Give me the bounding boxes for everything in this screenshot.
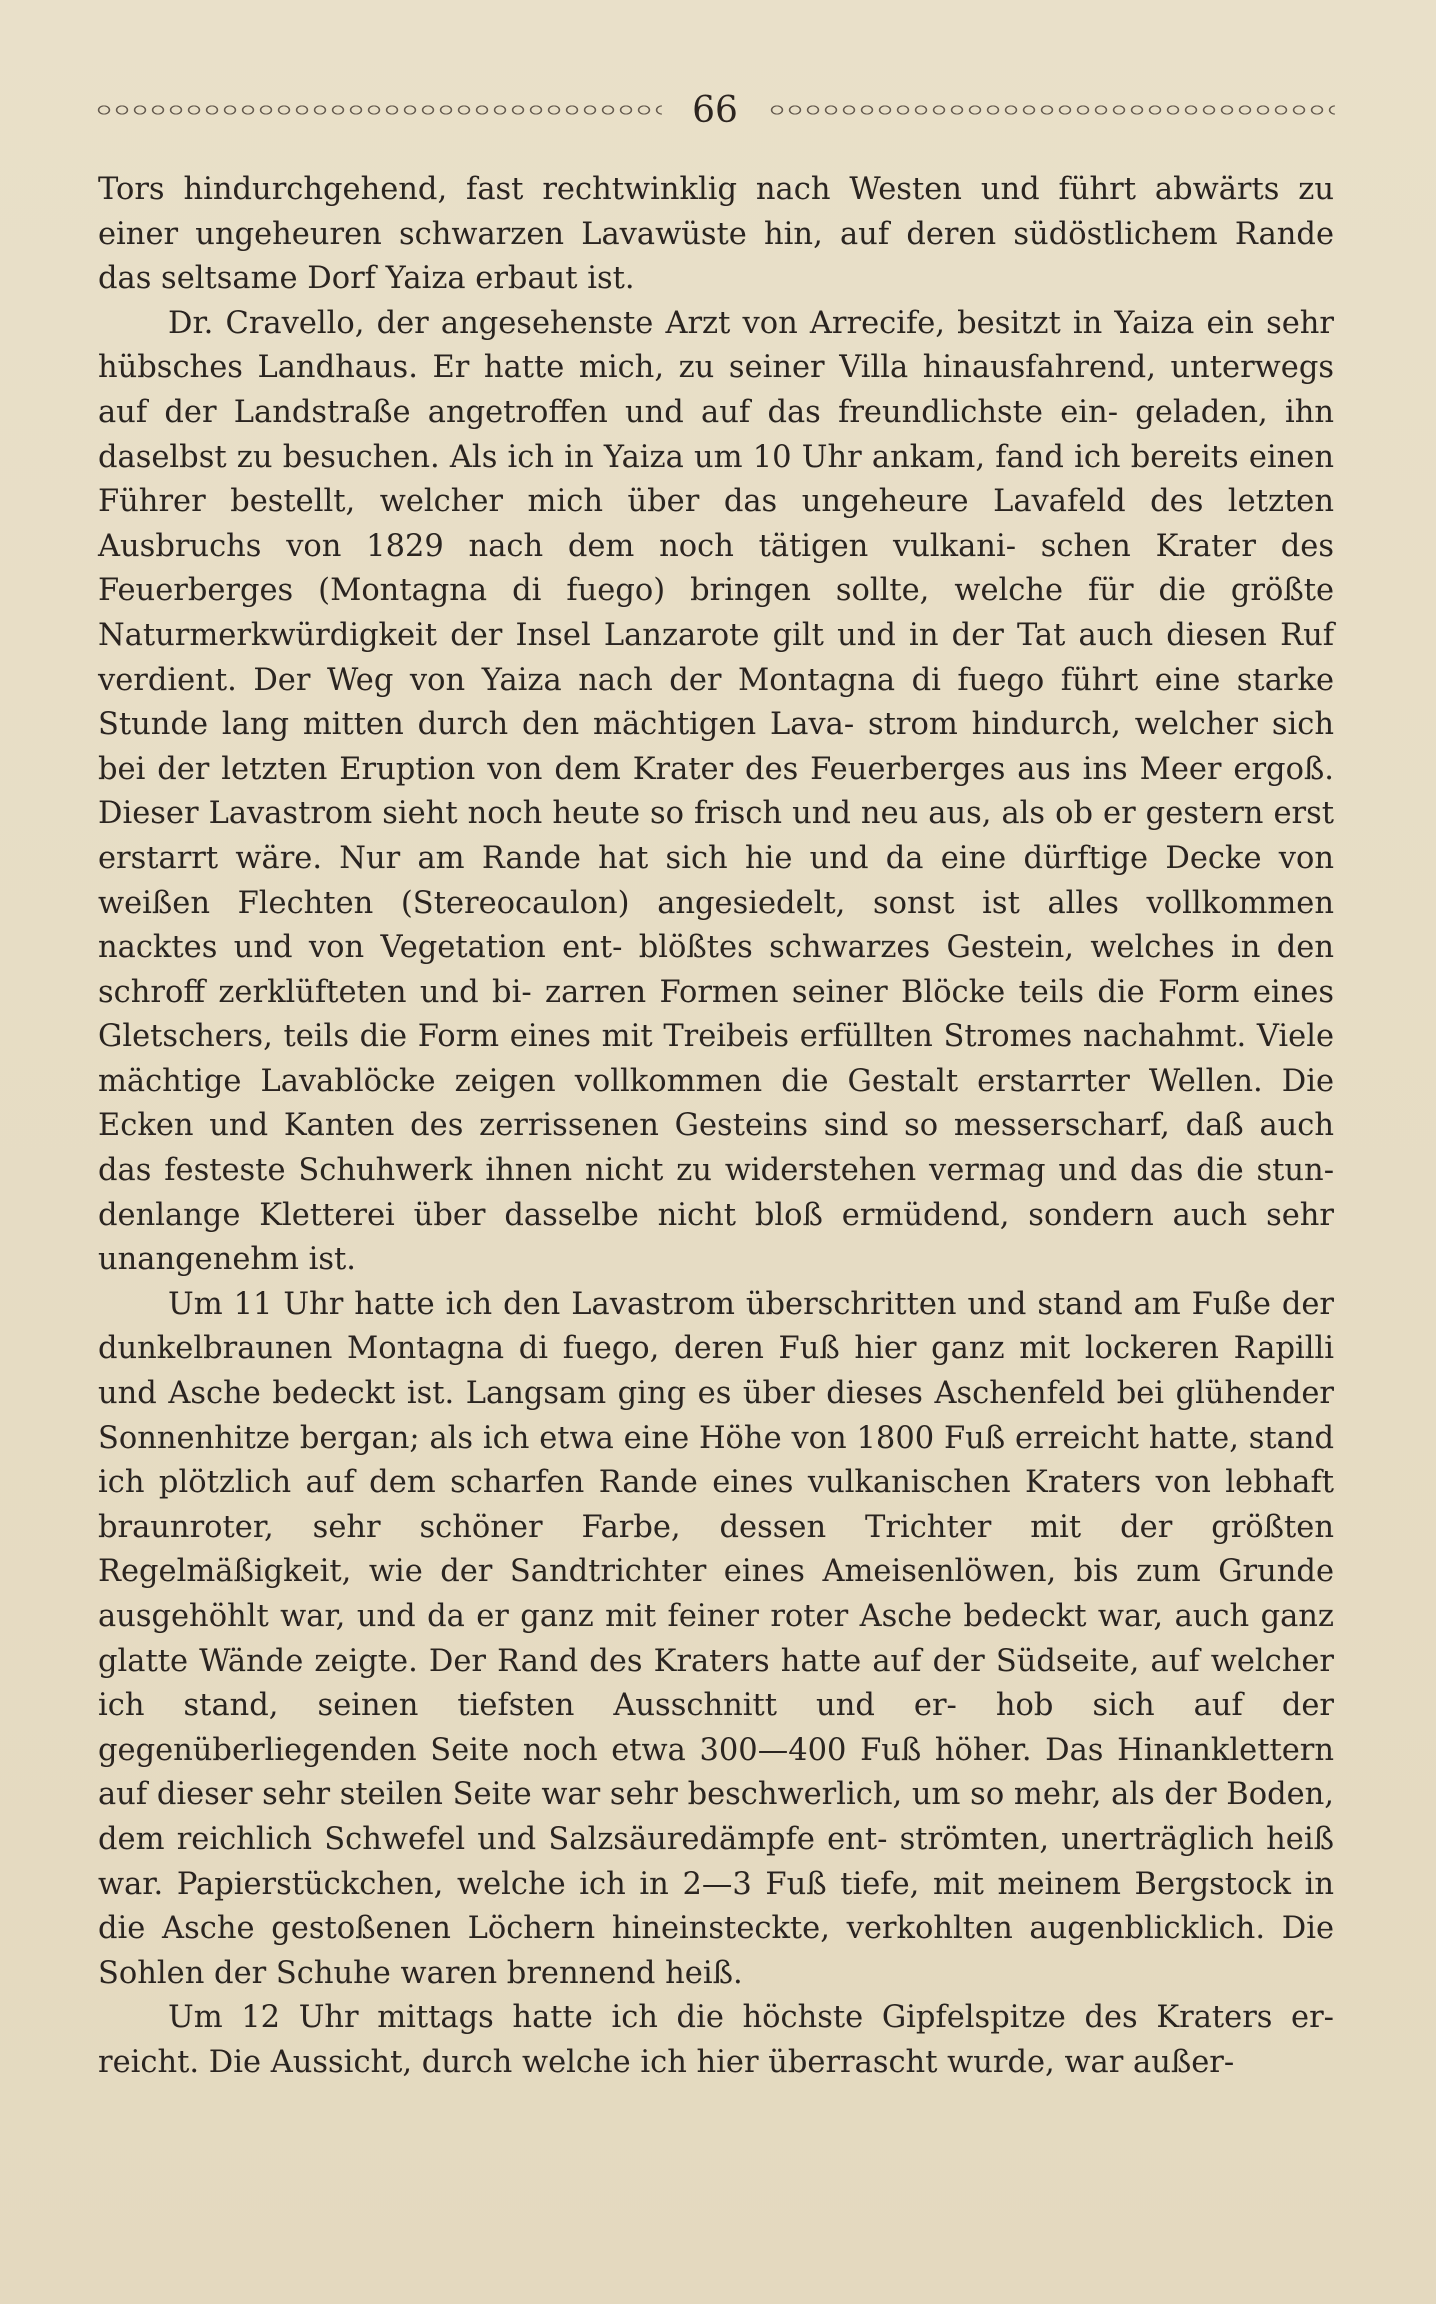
page-body	[98, 168, 1334, 2086]
paragraph-3: Um 11 Uhr hatte ich den Lavastrom überschritten und stand am Fuße der dunkelbraunen Montagna di fuego, deren Fuß hier ganz mit lockeren Rapilli und Asche bedeckt ist. Langsam ging es über dieses Aschenfeld bei glühender Sonnenhitze bergan; als ich etwa eine Höhe von 1800 Fuß erreicht hatte, stand ich plötzlich auf dem scharfen Rande eines vulkanischen Kraters von lebhaft braunroter, sehr schöner Farbe, dessen Trichter mit der größten Regelmäßigkeit, wie der Sandtrichter eines Ameisenlöwen, bis zum Grunde ausgehöhlt war, und da er ganz mit feiner roter Asche bedeckt war, auch ganz glatte Wände zeigte. Der Rand des Kraters hatte auf der Südseite, auf welcher ich stand, seinen tiefsten Ausschnitt und er- hob sich auf der gegenüberliegenden Seite noch etwa 300—400 Fuß höher. Das Hinanklettern auf dieser sehr steilen Seite war sehr beschwerlich, um so mehr, als der Boden, dem reichlich Schwefel und Salzsäuredämpfe ent- strömten, unerträglich heiß war. Papierstückchen, welche ich in 2—3 Fuß tiefe, mit meinem Bergstock in die Asche gestoßenen Löchern hineinsteckte, verkohlten augenblicklich. Die Sohlen der Schuhe waren brennend heiß.	[98, 1286, 1334, 1991]
page-header	[95, 84, 1335, 136]
paragraph-4: Um 12 Uhr mittags hatte ich die höchste Gipfelspitze des Kraters er- reicht. Die Aussicht, durch welche ich hier überrascht wurde, war außer-	[98, 2000, 1334, 2080]
paragraph-1: Tors hindurchgehend, fast rechtwinklig nach Westen und führt abwärts zu einer ungeheuren schwarzen Lavawüste hin, auf deren südöstlichem Rande das seltsame Dorf Yaiza erbaut ist.	[98, 172, 1334, 297]
page-number: 66	[692, 89, 738, 131]
ornament-left	[95, 99, 662, 121]
ornament-right	[768, 99, 1335, 121]
paragraph-2: Dr. Cravello, der angesehenste Arzt von Arrecife, besitzt in Yaiza ein sehr hübsches Landhaus. Er hatte mich, zu seiner Villa hinausfahrend, unterwegs auf der Landstraße angetroffen und auf das freundlichste ein- geladen, ihn daselbst zu besuchen. Als ich in Yaiza um 10 Uhr ankam, fand ich bereits einen Führer bestellt, welcher mich über das ungeheure Lavafeld des letzten Ausbruchs von 1829 nach dem noch tätigen vulkani- schen Krater des Feuerberges (Montagna di fuego) bringen sollte, welche für die größte Naturmerkwürdigkeit der Insel Lanzarote gilt und in der Tat auch diesen Ruf verdient. Der Weg von Yaiza nach der Montagna di fuego führt eine starke Stunde lang mitten durch den mächtigen Lava- strom hindurch, welcher sich bei der letzten Eruption von dem Krater des Feuerberges aus ins Meer ergoß. Dieser Lavastrom sieht noch heute so frisch und neu aus, als ob er gestern erst erstarrt wäre. Nur am Rande hat sich hie und da eine dürftige Decke von weißen Flechten (Stereocaulon) angesiedelt, sonst ist alles vollkommen nacktes und von Vegetation ent- blößtes schwarzes Gestein, welches in den schroff zerklüfteten und bi- zarren Formen seiner Blöcke teils die Form eines Gletschers, teils die Form eines mit Treibeis erfüllten Stromes nachahmt. Viele mächtige Lavablöcke zeigen vollkommen die Gestalt erstarrter Wellen. Die Ecken und Kanten des zerrissenen Gesteins sind so messerscharf, daß auch das festeste Schuhwerk ihnen nicht zu widerstehen vermag und das die stun- denlange Kletterei über dasselbe nicht bloß ermüdend, sondern auch sehr unangenehm ist.	[98, 305, 1334, 1278]
